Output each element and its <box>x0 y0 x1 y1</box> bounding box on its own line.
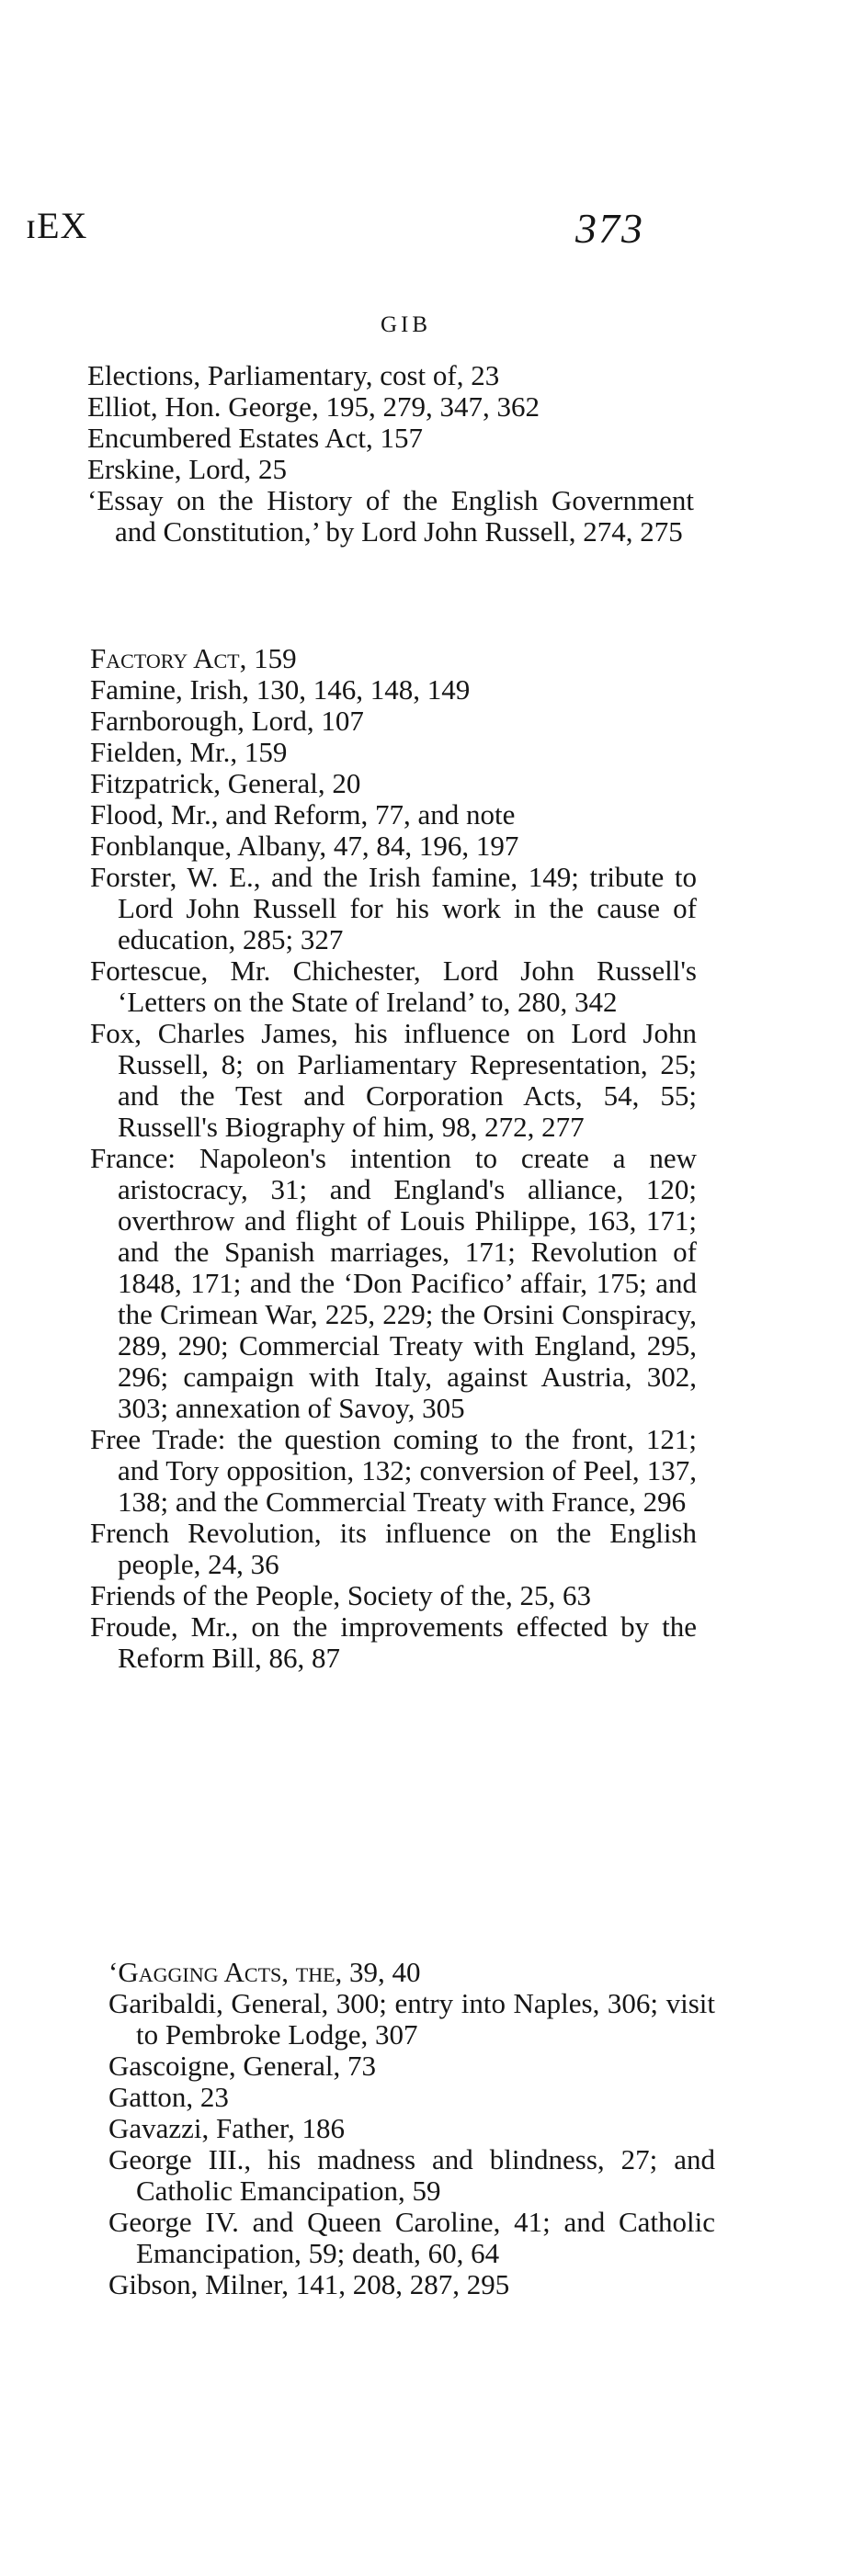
index-entry: Free Trade: the question coming to the front, 121; and Tory opposition, 132; conversion of Peel, 137, 138; and the Commercial Treaty with France, 296 <box>90 1423 697 1518</box>
header-fragment: ɪEX <box>26 205 88 246</box>
index-entry: Fielden, Mr., 159 <box>90 736 288 768</box>
section-g <box>108 1957 715 2300</box>
index-entry: ‘Essay on the History of the English Government and Constitution,’ by Lord John Russell, 274, 275 <box>87 484 694 548</box>
index-entry: Fonblanque, Albany, 47, 84, 196, 197 <box>90 830 519 862</box>
index-entry: French Revolution, its influence on the English people, 24, 36 <box>90 1517 697 1580</box>
index-entry: Gibson, Milner, 141, 208, 287, 295 <box>108 2268 510 2300</box>
index-entry: Famine, Irish, 130, 146, 148, 149 <box>90 673 471 706</box>
index-entry: Friends of the People, Society of the, 25, 63 <box>90 1579 591 1611</box>
index-entry: Factory Act, 159 <box>90 642 297 674</box>
index-entry: Froude, Mr., on the improvements effected by the Reform Bill, 86, 87 <box>90 1610 697 1674</box>
index-entry: Fox, Charles James, his influence on Lord John Russell, 8; on Parliamentary Representation, 25; and the Test and Corporation Acts, 54, 55; Russell's Biography of him, 98, 272, 277 <box>90 1017 697 1143</box>
index-entry: George III., his madness and blindness, 27; and Catholic Emancipation, 59 <box>108 2143 715 2207</box>
index-entry: Elections, Parliamentary, cost of, 23 <box>87 359 500 391</box>
index-entry: Encumbered Estates Act, 157 <box>87 422 424 454</box>
page-number: 373 <box>575 205 644 252</box>
index-entry: ‘Gagging Acts, the, 39, 40 <box>108 1956 421 1988</box>
index-entry: Gavazzi, Father, 186 <box>108 2112 345 2144</box>
index-entry: Gatton, 23 <box>108 2081 229 2113</box>
index-entry: Erskine, Lord, 25 <box>87 453 287 485</box>
index-entry: France: Napoleon's intention to create a new aristocracy, 31; and England's alliance, 120; overthrow and flight of Louis Philippe, 163, 171; and the Spanish marriages, 171; Revolution of 1848, 171; and the ‘Don Pacifico’ affair, 175; and the Crimean War, 225, 229; the Orsini Conspiracy, 289, 290; Commercial Treaty with England, 295, 296; campaign with Italy, against Austria, 302, 303; annexation of Savoy, 305 <box>90 1142 697 1424</box>
index-entry: Fortescue, Mr. Chichester, Lord John Russell's ‘Letters on the State of Ireland’ to, 280, 342 <box>90 955 697 1018</box>
index-entry: Gascoigne, General, 73 <box>108 2050 376 2082</box>
index-entry: Fitzpatrick, General, 20 <box>90 767 361 799</box>
section-e <box>87 360 694 548</box>
index-entry: George IV. and Queen Caroline, 41; and Catholic Emancipation, 59; death, 60, 64 <box>108 2206 715 2269</box>
index-entry: Garibaldi, General, 300; entry into Naples, 306; visit to Pembroke Lodge, 307 <box>108 1987 715 2051</box>
section-f <box>90 643 697 1674</box>
index-entry: Flood, Mr., and Reform, 77, and note <box>90 798 516 830</box>
index-entry: Elliot, Hon. George, 195, 279, 347, 362 <box>87 390 540 423</box>
running-head: GIB <box>381 312 432 337</box>
index-entry: Forster, W. E., and the Irish famine, 149; tribute to Lord John Russell for his work in the cause of education, 285; 327 <box>90 861 697 955</box>
index-entry: Farnborough, Lord, 107 <box>90 705 364 737</box>
